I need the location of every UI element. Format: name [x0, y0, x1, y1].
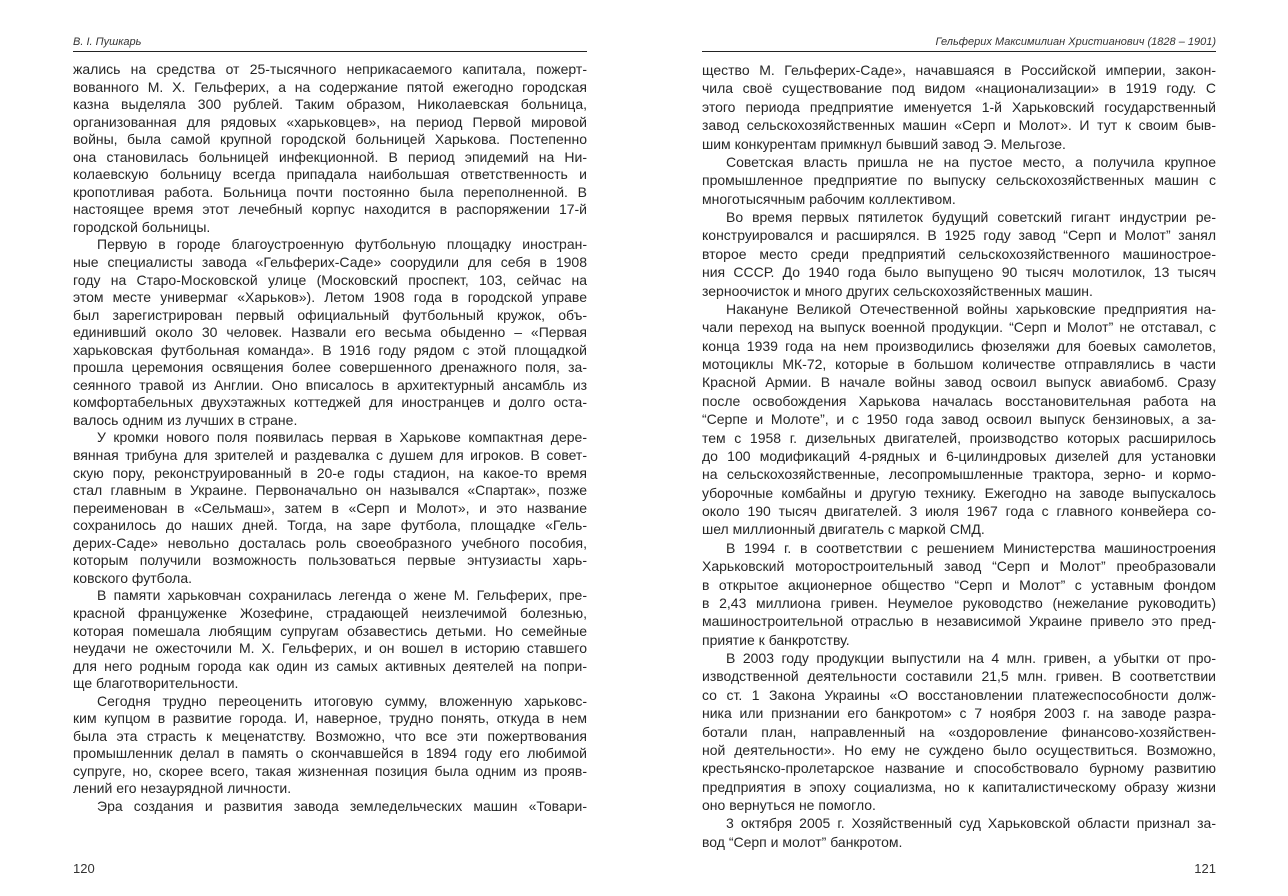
text-line: промышленное предприятие по выпуску сельскохозяйственных машин с: [702, 172, 1216, 189]
text-line: вянная трибуна для зрителей и раздевалка с душем для игроков. В совет-: [73, 447, 587, 464]
text-line: Красной Армии. В начале войны завод освоил выпуск авиабомб. Сразу: [702, 374, 1216, 391]
text-line: Первую в городе благоустроенную футбольную площадку иностран-: [97, 236, 587, 253]
paragraph: [702, 539, 1216, 649]
running-header-author: В. І. Пушкарь: [73, 36, 142, 48]
text-line: уборочные комбайны и другую технику. Ежегодно на заводе выпускалось: [702, 484, 1216, 501]
text-line: на сельскохозяйственные, лесопромышленные трактора, зерно- и кормо-: [702, 466, 1216, 483]
text-line: шел миллионный двигатель с маркой СМД.: [702, 521, 985, 538]
text-line: ные специалисты завода «Гельферих-Саде» соорудили для себя в 1908: [73, 254, 587, 271]
text-line: неудачи не ожесточили М. Х. Гельферих, и он вошел в историю ставшего: [73, 640, 587, 657]
text-line: крестьянско-пролетарское название и способствовало бурному развитию: [702, 760, 1216, 777]
text-line: колаевскую больницу всегда припадала наибольшая ответственность и: [73, 166, 587, 183]
header-rule: [73, 51, 587, 52]
text-line: конструировался и расширялся. В 1925 году завод “Серп и Молот” занял: [702, 227, 1216, 244]
page-number: 120: [73, 861, 95, 876]
text-line: приятие к банкротству.: [702, 631, 850, 648]
text-line: Сегодня трудно переоценить итоговую сумму, вложенную харьковс-: [97, 692, 587, 709]
text-line: вод “Серп и молот” банкротом.: [702, 833, 903, 850]
text-line: для него родным города как один из самых активных деятелей на попри-: [73, 657, 587, 674]
text-line: вованного М. Х. Гельферих, а на содержание пятой ежегодно городская: [73, 78, 587, 95]
text-line: машиностроительной отраслью в независимой Украине привело это пред-: [702, 613, 1216, 630]
text-line: настоящее время этот лечебный корпус находится в распоряжении 17-й: [73, 201, 587, 218]
text-line: изводственной деятельности составили 21,5 млн. гривен. В соответствии: [702, 668, 1216, 685]
paragraph: [702, 208, 1216, 300]
right-page-body: [702, 61, 1216, 851]
text-line: жались на средства от 25-тысячного неприкасаемого капитала, пожерт-: [73, 61, 587, 77]
text-line: харьковская футбольная команда». В 1916 году рядом с этой площадкой: [73, 341, 587, 358]
text-line: прошла церемония освящения более совершенного дренажного поля, за-: [73, 359, 587, 376]
text-line: многотысячным рабочим коллективом.: [702, 190, 956, 207]
text-line: ния СССР. До 1940 года было выпущено 90 тысяч молотилок, 13 тысяч: [702, 264, 1216, 281]
text-line: со ст. 1 Закона Украины «О восстановлении платежеспособности долж-: [702, 686, 1216, 703]
text-line: организованная для рядовых «харьковцев», на период Первой мировой: [73, 113, 587, 130]
text-line: Харьковский моторостроительный завод “Серп и Молот” преобразовали: [702, 558, 1216, 575]
paragraph: [702, 300, 1216, 539]
text-line: в 2,43 миллиона гривен. Неумелое руководство (нежелание руководить): [702, 594, 1216, 611]
text-line: шим конкурентам примкнул бывший завод Э. Мельгозе.: [702, 135, 1066, 152]
paragraph: [702, 61, 1216, 153]
text-line: завод сельскохозяйственных машин «Серп и Молот». И тут к своим быв-: [702, 117, 1216, 134]
text-line: Накануне Великой Отечественной войны харьковские предприятия на-: [726, 300, 1216, 317]
text-line: В 1994 г. в соответствии с решением Министерства машиностроения: [726, 539, 1216, 556]
text-line: городской больницы.: [73, 218, 211, 235]
text-line: в открытое акционерное общество “Серп и Молот” с уставным фондом: [702, 576, 1216, 593]
text-line: сеянного травой из Англии. Оно вписалось в архитектурный ансамбль из: [73, 376, 587, 393]
paragraph: [73, 587, 587, 692]
text-line: красной француженке Жозефине, страдающей неизлечимой болезнью,: [73, 604, 587, 621]
text-line: ковского футбола.: [73, 569, 193, 586]
text-line: кропотливая работа. Больница почти постоянно была переполненной. В: [73, 183, 587, 200]
text-line: предприятия в эпоху социализма, но к капиталистическому образу жизни: [702, 778, 1216, 795]
text-line: чали переход на выпуск военной продукции. “Серп и Молот” не отставал, с: [702, 319, 1216, 336]
paragraph: [73, 429, 587, 587]
text-line: тем с 1958 г. дизельных двигателей, производство которых расширилось: [702, 429, 1216, 446]
text-line: В 2003 году продукции выпустили на 4 млн. гривен, а убытки от про-: [726, 650, 1216, 666]
text-line: промышленник делал в память о скончавшейся в 1894 году его любимой: [73, 745, 587, 762]
text-line: до 100 модификаций 4-рядных и 6-цилиндровых дизелей для установки: [702, 447, 1216, 464]
paragraph: [702, 153, 1216, 208]
text-line: войны, была самой крупной городской больницей Харькова. Постепенно: [73, 131, 587, 148]
text-line: единивший около 30 человек. Назвали его весьма обыденно – «Первая: [73, 324, 587, 341]
text-line: конца 1939 года на нем производились фюзеляжи для боевых самолетов,: [702, 337, 1216, 354]
running-header-title: Гельферих Максимилиан Христианович (1828 – 1901): [935, 36, 1216, 48]
text-line: В памяти харьковчан сохранилась легенда о жене М. Гельферих, пре-: [97, 587, 587, 604]
text-line: дерих-Саде» невольно досталась роль своеобразного учебного пособия,: [73, 534, 587, 551]
paragraph: [702, 649, 1216, 814]
text-line: оно вернуться не помогло.: [702, 797, 876, 813]
text-line: была эта страсть к меценатству. Возможно, что все эти пожертвования: [73, 727, 587, 744]
text-line: стал главным в Украине. Первоначально он назывался «Спартак», позже: [73, 482, 587, 499]
text-line: которым получили возможность пользоваться первые энтузиасты харь-: [73, 552, 587, 569]
text-line: мотоциклы МК-72, которые в большом количестве отправлялись в части: [702, 356, 1216, 372]
text-line: лений его незаурядной личности.: [73, 780, 292, 797]
text-line: зерноочисток и много других сельскохозяйственных машин.: [702, 282, 1093, 299]
paragraph: [73, 798, 587, 816]
paragraph: [73, 61, 587, 236]
paragraph: [73, 236, 587, 429]
header-rule: [702, 51, 1216, 52]
text-line: ботали план, направленный на «оздоровление финансово-хозяйствен-: [702, 723, 1216, 740]
text-line: валось одним из лучших в стране.: [73, 411, 298, 428]
text-line: Советская власть пришла не на пустое место, а получила крупное: [726, 153, 1216, 170]
text-line: ника или признании его банкротом» с 7 ноября 2003 г. на заводе разра-: [702, 705, 1216, 722]
text-line: казна выделяла 300 рублей. Таким образом, Николаевская больница,: [73, 96, 587, 113]
text-line: сохранилось до наших дней. Тогда, на заре футбола, площадке «Гель-: [73, 517, 587, 534]
text-line: чила своё существование под видом «национализации» в 1919 году. С: [702, 80, 1216, 97]
text-line: комфортабельных двухэтажных коттеджей для иностранцев и долго оста-: [73, 394, 587, 411]
text-line: Во время первых пятилеток будущий советский гигант индустрии ре-: [726, 209, 1216, 225]
text-line: ще благотворительности.: [73, 675, 239, 692]
text-line: этом месте универмаг «Харьков»). Летом 1908 года в городской управе: [73, 289, 587, 306]
text-line: второе место среди предприятий сельскохозяйственного машинострое-: [702, 245, 1216, 262]
text-line: около 190 тысяч двигателей. 3 июля 1967 года с главного конвейера со-: [702, 503, 1216, 519]
text-line: Эра создания и развития завода земледельческих машин «Товари-: [97, 797, 587, 814]
left-page-body: [73, 61, 587, 816]
text-line: ной деятельности». Но ему не суждено было осуществиться. Возможно,: [702, 741, 1216, 758]
paragraph: [702, 814, 1216, 851]
text-line: ким купцом в развитие города. И, наверное, трудно понять, откуда в нем: [73, 710, 587, 727]
text-line: “Серпе и Молоте”, и с 1950 года завод освоил выпуск бензиновых, а за-: [702, 411, 1216, 428]
text-line: она становилась больницей инфекционной. В период эпидемий на Ни-: [73, 148, 587, 165]
text-line: скую пору, реконструированный в 20-е годы стадион, на какое-то время: [73, 464, 587, 481]
text-line: году на Старо-Московской улице (Московский проспект, 103, сейчас на: [73, 271, 587, 288]
text-line: супруге, но, скорее всего, такая жизненная позиция была одним из прояв-: [73, 762, 587, 779]
text-line: был зарегистрирован первый официальный футбольный кружок, объ-: [73, 306, 587, 323]
text-line: переименован в «Сельмаш», затем в «Серп и Молот», и это название: [73, 499, 587, 516]
left-page: [73, 0, 587, 896]
text-line: этого периода предприятие именуется 1-й Харьковский государственный: [702, 98, 1216, 115]
text-line: У кромки нового поля появилась первая в Харькове компактная дере-: [97, 429, 587, 446]
page-number: 121: [1194, 861, 1216, 876]
text-line: 3 октября 2005 г. Хозяйственный суд Харьковской области признал за-: [726, 815, 1216, 832]
text-line: щество М. Гельферих-Саде», начавшаяся в Российской империи, закон-: [702, 62, 1216, 78]
right-page: [702, 0, 1216, 896]
text-line: после освобождения Харькова началась восстановительная работа на: [702, 392, 1216, 409]
text-line: которая помешала любящим супругам обзавестись детьми. Но семейные: [73, 622, 587, 639]
paragraph: [73, 693, 587, 798]
